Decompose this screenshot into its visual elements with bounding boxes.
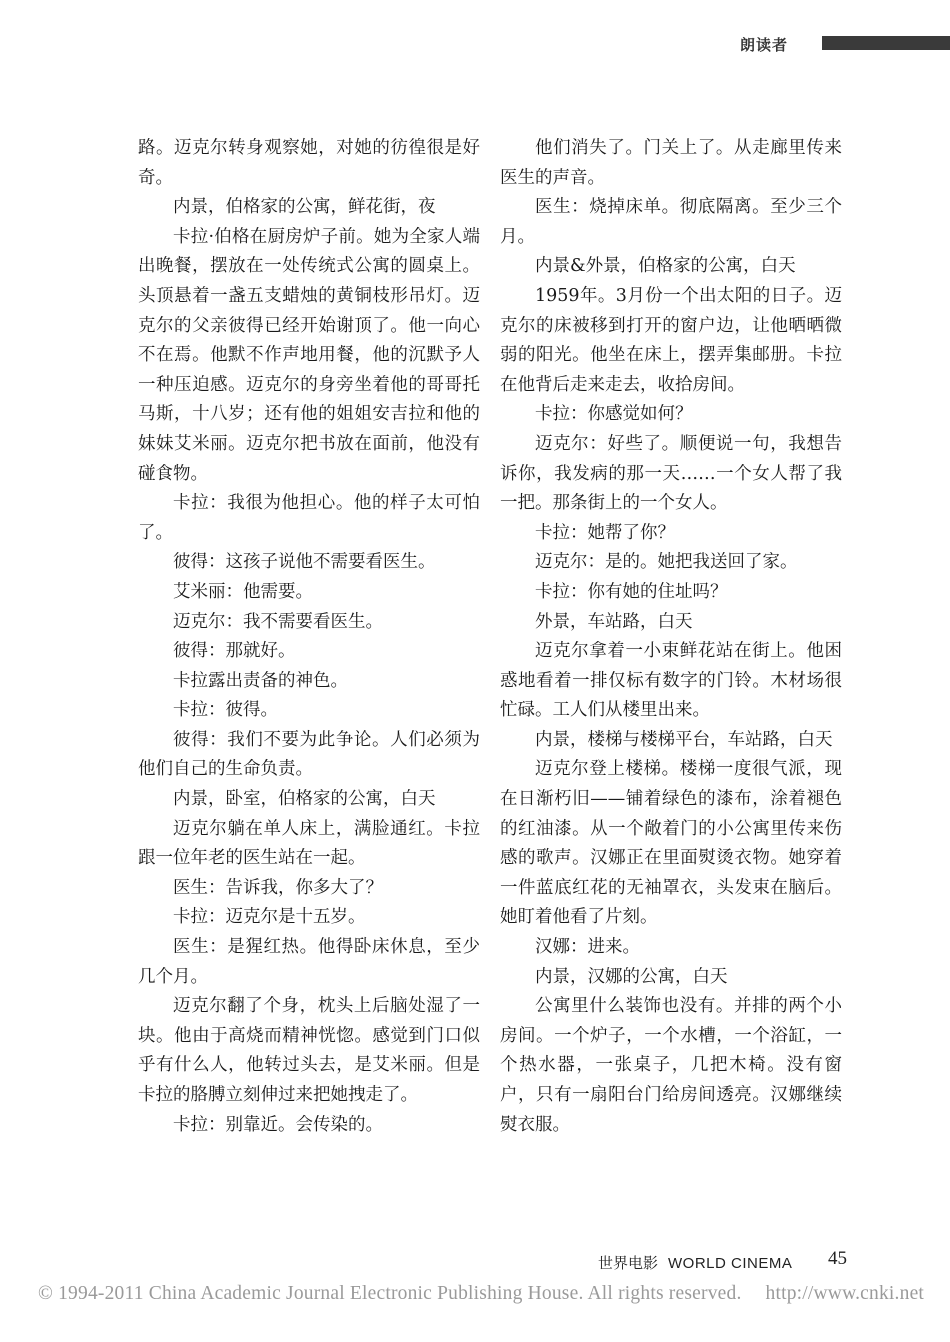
paragraph: 迈克尔登上楼梯。楼梯一度很气派，现在日渐朽旧——铺着绿色的漆布，涂着褪色的红油漆。从一个敞着门的小公寓里传来伤感的歌声。汉娜正在里面熨烫衣物。她穿着一件蓝底红花的无袖罩衣，头发束在脑后。她盯着他看了片刻。 <box>500 759 842 928</box>
section-label: 朗读者 <box>740 36 789 54</box>
paragraph: 卡拉：你有她的住址吗？ <box>535 581 728 602</box>
paragraph: 医生：告诉我，你多大了？ <box>173 877 383 898</box>
copyright-watermark <box>38 1283 950 1305</box>
paragraph: 1959年。3月份一个出太阳的日子。迈克尔的床被移到打开的窗户边，让他晒晒微弱的阳光。他坐在床上，摆弄集邮册。卡拉在他背后走来走去，收拾房间。 <box>500 285 842 395</box>
journal-footer <box>598 1252 792 1273</box>
paragraph: 卡拉·伯格在厨房炉子前。她为全家人端出晚餐，摆放在一处传统式公寓的圆桌上。头顶悬着一盏五支蜡烛的黄铜枝形吊灯。迈克尔的父亲彼得已经开始谢顶了。他一向心不在焉。他默不作声地用餐，他的沉默予人一种压迫感。迈克尔的身旁坐着他的哥哥托马斯，十八岁；还有他的姐姐安吉拉和他的妹妹艾米丽。迈克尔把书放在面前，他没有碰食物。 <box>138 226 480 484</box>
paragraph: 内景&外景，伯格家的公寓，白天 <box>535 256 796 277</box>
paragraph: 卡拉：迈克尔是十五岁。 <box>173 907 366 928</box>
journal-name-cn: 世界电影 <box>598 1255 659 1272</box>
paragraph: 彼得：那就好。 <box>173 641 296 662</box>
paragraph: 汉娜：进来。 <box>535 937 640 958</box>
paragraph: 迈克尔拿着一小束鲜花站在街上。他困惑地看着一排仅标有数字的门铃。木材场很忙碌。工人们从楼里出来。 <box>500 641 842 721</box>
paragraph: 医生：烧掉床单。彻底隔离。至少三个月。 <box>500 197 842 247</box>
paragraph: 内景，伯格家的公寓，鲜花街，夜 <box>173 197 436 218</box>
paragraph: 内景，卧室，伯格家的公寓，白天 <box>173 789 436 810</box>
copyright-url: http://www.cnki.net <box>765 1283 925 1304</box>
paragraph: 他们消失了。门关上了。从走廊里传来医生的声音。 <box>500 138 842 188</box>
paragraph: 迈克尔躺在单人床上，满脸通红。卡拉跟一位年老的医生站在一起。 <box>138 818 480 869</box>
paragraph: 外景，车站路，白天 <box>535 611 693 632</box>
paragraph: 卡拉：别靠近。会传染的。 <box>173 1114 383 1135</box>
copyright-text: © 1994-2011 China Academic Journal Electronic Publishing House. All rights reserved. <box>38 1283 742 1304</box>
paragraph: 公寓里什么装饰也没有。并排的两个小房间。一个炉子，一个水槽，一个浴缸，一个热水器，一张桌子，几把木椅。没有窗户，只有一扇阳台门给房间透亮。汉娜继续熨衣服。 <box>500 996 842 1135</box>
right-column <box>500 134 842 1140</box>
page-number: 45 <box>828 1248 847 1269</box>
paragraph: 迈克尔：是的。她把我送回了家。 <box>535 552 798 573</box>
paragraph: 卡拉：我很为他担心。他的样子太可怕了。 <box>138 493 480 543</box>
left-column <box>138 134 480 1140</box>
paragraph: 内景，汉娜的公寓，白天 <box>535 966 728 987</box>
paragraph: 卡拉：她帮了你？ <box>535 522 675 543</box>
paragraph: 路。迈克尔转身观察她，对她的彷徨很是好奇。 <box>138 138 480 188</box>
paragraph: 彼得：我们不要为此争论。人们必须为他们自己的生命负责。 <box>138 729 480 780</box>
paragraph: 医生：是猩红热。他得卧床休息，至少几个月。 <box>138 937 480 987</box>
paragraph: 卡拉：你感觉如何？ <box>535 404 693 425</box>
paragraph: 彼得：这孩子说他不需要看医生。 <box>173 552 436 573</box>
paragraph: 迈克尔：好些了。顺便说一句，我想告诉你，我发病的那一天……一个女人帮了我一把。那条街上的一个女人。 <box>500 433 842 514</box>
header-bar <box>822 36 950 50</box>
paragraph: 卡拉：彼得。 <box>173 700 278 721</box>
paragraph: 卡拉露出责备的神色。 <box>173 670 348 691</box>
paragraph: 内景，楼梯与楼梯平台，车站路，白天 <box>535 729 833 750</box>
paragraph: 迈克尔：我不需要看医生。 <box>173 611 383 632</box>
journal-name-en: WORLD CINEMA <box>668 1255 793 1272</box>
paragraph: 迈克尔翻了个身，枕头上后脑处湿了一块。他由于高烧而精神恍惚。感觉到门口似乎有什么人，他转过头去，是艾米丽。但是卡拉的胳膊立刻伸过来把她拽走了。 <box>138 996 480 1105</box>
paragraph: 艾米丽：他需要。 <box>173 581 313 602</box>
